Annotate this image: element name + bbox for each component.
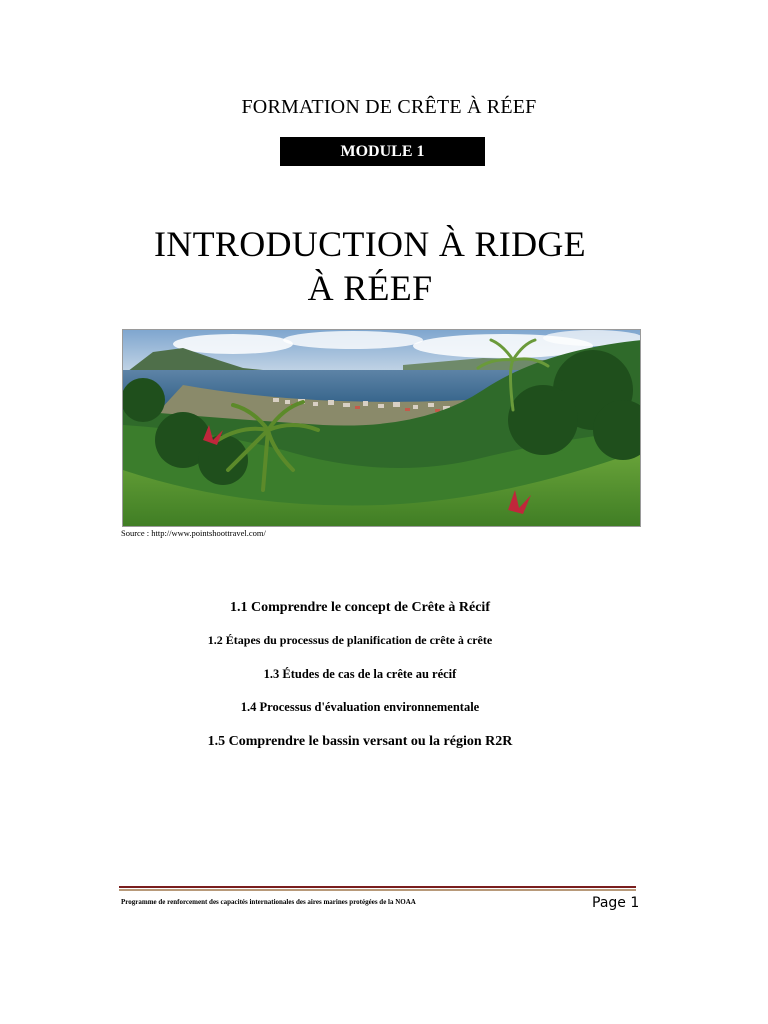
image-source-caption: Source : http://www.pointshoottravel.com/ bbox=[121, 528, 266, 538]
title-line-2: À RÉEF bbox=[307, 268, 433, 308]
toc-item: 1.3 Études de cas de la crête au récif bbox=[263, 667, 457, 681]
footer-program-name: Programme de renforcement des capacités internationales des aires marines protégées de la NOAA bbox=[121, 898, 416, 906]
toc-item: 1.5 Comprendre le bassin versant ou la région R2R bbox=[207, 734, 513, 749]
footer-divider-light bbox=[119, 889, 636, 891]
bay-landscape-illustration bbox=[123, 330, 641, 527]
page-title bbox=[110, 222, 630, 310]
toc-item: 1.2 Étapes du processus de planification de crête à crête bbox=[207, 633, 493, 647]
toc-item: 1.4 Processus d'évaluation environnementale bbox=[240, 700, 480, 714]
page-number: Page 1 bbox=[592, 895, 640, 911]
landscape-photo bbox=[122, 329, 641, 527]
title-line-1: INTRODUCTION À RIDGE bbox=[154, 224, 586, 264]
footer-divider bbox=[119, 886, 636, 892]
module-badge: MODULE 1 bbox=[280, 137, 485, 166]
document-subtitle: FORMATION DE CRÊTE À RÉEF bbox=[241, 96, 537, 118]
toc-item: 1.1 Comprendre le concept de Crête à Récif bbox=[230, 600, 490, 615]
